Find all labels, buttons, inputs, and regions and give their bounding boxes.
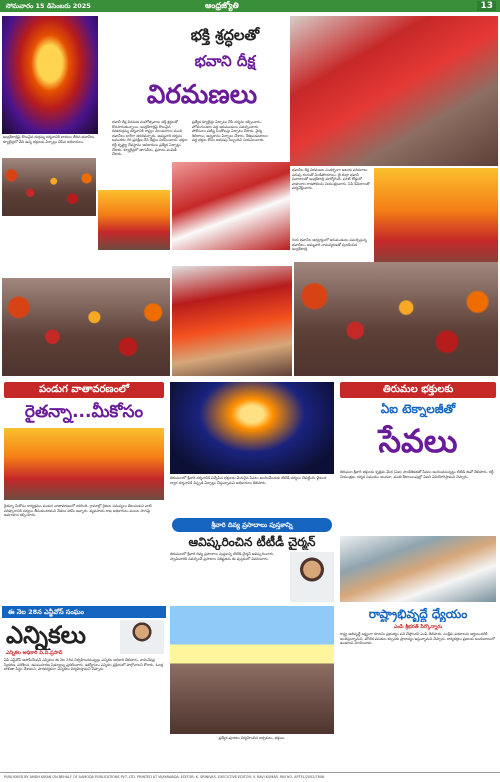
elections-kicker: ఈ నెల 28న ఎన్జీవోస్ సంఘం [2,606,166,618]
bhavani-group-photo [98,190,170,250]
elections-subline: ఎన్నికల అధికారి వి.వి.ప్రసాద్ [6,650,63,656]
mp-meeting-photo [340,536,496,602]
footer-imprint: PUBLISHED BY AMDH KIRAN ON BEHALF OF AAMODA PUBLICATIONS PVT. LTD. PRINTED AT VIJAYAWADA. EDITOR: K. SRINIVAS. EXECUTIVE EDITOR: V. RAVI KUMAR. RNI NO. APTEL/2002/7806. [4,775,326,779]
development-subline: ఎంపీ శ్రీభరత్ పేర్కొన్నారు [393,624,443,630]
raitanna-kicker: పండుగ వాతావరణంలో [4,382,164,398]
masthead: ఆంధ్రజ్యోతి [205,1,239,10]
temple-ritual-photo [170,606,334,734]
ai-headline: సేవలు [378,422,458,460]
bhavani-praying-photo [172,266,292,376]
lead-headline: విరమణలు [146,80,258,110]
crowd-strip-left-photo [2,278,170,376]
bhavani-irumudi-photo [374,168,498,272]
lead-body-col2: ప్రత్యేక క్యూలైన్లు ఏర్పాటు చేసి దర్శనం కల్పించారు. హోమగుండాల వద్ద ఇరుముడులు సమర్పించారు. పోలీసులు పటిష్ట బందోబస్తు ఏర్పాటు చేశారు. వైద్య శిబిరాలు, అన్నదానం ఏర్పాటు చేశారు. కేశఖండనశాలల వద్ద భక్తుల కోసం అదనపు సిబ్బందిని నియమించారు. [192,120,268,143]
ttd-bottom-caption: ప్రత్యేక పూజలు నిర్వహించిన అర్చకులు, భక్తులు. [218,736,286,740]
election-officer-photo [120,620,164,654]
ai-body: తిరుమల శ్రీవారి భక్తులకు కృత్రిమ మేధ (ఏఐ) సాంకేతికతతో సేవలు అందించనున్నట్లు టీటీడీ ఈవో తెలిపారు. రద్దీ నియంత్రణ, దర్శన సమయం అంచనా, వసతి కేటాయింపుల్లో ఏఐని వినియోగిస్తామని చెప్పారు. [340,470,494,479]
devotees-prayer-photo [172,162,290,250]
raitanna-event-photo [4,428,164,500]
ttd-body2: తిరుమలలో శ్రీవారి దివ్య ప్రసాదాలు పుస్తకాన్ని టీటీడీ చైర్మన్ ఆవిష్కరించారు. స్వామివారికి సమర్పించే ప్రసాదాల విశిష్టతను ఈ పుస్తకంలో వివరించారు. [170,552,275,561]
ai-kicker: తిరుమల భక్తులకు [340,382,496,398]
lead-body-col1: భవానీ దీక్ష విరమణ మహోత్సవాలు భక్తి శ్రద్ధలతో కొనసాగుతున్నాయి. ఇంద్రకీలాద్రిపై కొలువైన కనకదుర్గమ్మ దర్శనానికి రాష్ట్రం నలుమూలల నుంచి భవానీలు భారీగా తరలివచ్చారు. అమ్మవారి దర్శనం అనంతరం గిరి ప్రదక్షిణ చేసి దీక్షలు విరమించారు. భక్తుల రద్దీ దృష్ట్యా దేవస్థానం అధికారులు ప్రత్యేక ఏర్పాట్లు చేశారు. క్యూలైన్లలో తాగునీరు, ప్రసాదం పంపిణీ చేశారు. [112,120,188,157]
crowd-strip-right-photo [294,262,498,376]
page-date: సోమవారం 15 డిసెంబరు 2025 [6,2,91,10]
story-elections [2,606,166,770]
lead-right-caption: గురు భవానీల ఆధ్వర్యంలో ఇరుముడులు సమర్పిస్తున్న భవానీలు. అమ్మవారి నామస్మరణతో పులకించిన ఇంద్రకీలాద్రి. [292,238,367,252]
lead-kicker: భక్తి శ్రద్ధలతో [190,26,260,44]
lead-left-caption: ఇంద్రకీలాద్రిపై కొలువైన దుర్గమ్మ దర్శనానికి బారులు తీరిన భవానీలు. క్యూలైన్లలో వేచి ఉన్న భక్తులకు ఏర్పాట్లు చేసిన అధికారులు. [3,135,96,144]
story-ai-services [338,380,498,534]
ttd-body: తిరుమలలో శ్రీవారి దర్శనానికి విచ్చేసిన భక్తులకు మెరుగైన సేవలు అందించేందుకు టీటీడీ చర్యలు చేపట్టింది. వైకుంఠ ద్వార దర్శనానికి విస్తృత ఏర్పాట్లు చేస్తున్నామని అధికారులు తెలిపారు. [170,476,327,485]
raitanna-headline: రైతన్నా...మీకోసం [24,402,144,422]
lead-story [0,14,500,276]
page-header [0,0,500,12]
lead-subhead: భవాని దీక్ష [194,52,256,70]
raitanna-body: రైతన్నా మీకోసం కార్యక్రమం పండుగ వాతావరణంలో జరిగింది. గ్రామాల్లో రైతుల సమస్యలు తెలుసుకుని వాటి పరిష్కారానికి చర్యలు తీసుకుంటామని నేతలు హామీ ఇచ్చారు. వ్యవసాయ శాఖ అధికారులు పంటల సాగుపై అవగాహన కల్పించారు. [4,504,152,518]
goddess-photo [2,16,98,134]
development-headline: రాష్ట్రాభివృద్ధే ధ్యేయం [368,607,468,621]
elections-headline: ఎన్నికలు [6,621,86,649]
ttd-book-banner: శ్రీవారి దివ్య ప్రసాదాలు పుస్తకాన్ని [172,518,332,532]
page-number: 13 [477,1,496,11]
devotee-carrying-child-photo [290,16,498,166]
lead-body-col3: భవానీల దీక్ష విరమణల సందర్భంగా ఆలయ పరిసరాలు ఎరుపు రంగుతో నిండిపోయాయి. జై దుర్గా భవానీ నినాదాలతో ఇంద్రకీలాద్రి మార్మోగింది. ఘాట్ రోడ్డులో వాహనాల రాకపోకలను నియంత్రించారు. సీసీ కెమెరాలతో పర్యవేక్షించారు. [292,168,370,191]
ttd-headline: ఆవిష్కరించిన టీటీడీ చైర్మన్ [188,535,316,549]
tirumala-temple-night-photo [170,382,334,474]
elections-body: ఏపీ ఎన్జీవోస్ అసోసియేషన్ ఎన్నికలు ఈ నెల 28న నిర్వహించనున్నట్లు ఎన్నికల అధికారి తెలిపారు. నామినేషన్ల స్వీకరణ, పరిశీలన, ఉపసంహరణ షెడ్యూల్ను ప్రకటించారు. ఉద్యోగులు ఎన్నికల ప్రక్రియలో పాల్గొనాలని కోరారు. ఓటర్ల జాబితా సిద్ధం చేశామని, పారదర్శకంగా ఎన్నికలు నిర్వహిస్తామని చెప్పారు. [4,658,164,672]
story-ttd [168,380,336,770]
bhavani-queue-photo [2,158,96,216]
ai-subhead: ఏఐ టెక్నాలజీతో [380,402,456,416]
ttd-chairman-photo [290,552,334,602]
page-footer [0,772,500,782]
development-body: రాష్ట్ర అభివృద్ధే లక్ష్యంగా కూటమి ప్రభుత్వం పని చేస్తోందని ఎంపీ తెలిపారు. సంక్షేమ పథకాలను అర్హులందరికీ అందిస్తున్నామని, మౌలిక వసతుల కల్పనకు ప్రాధాన్యం ఇస్తున్నామని చెప్పారు. కార్యకర్తలు ప్రజలకు అందుబాటులో ఉండాలని సూచించారు. [340,632,495,646]
story-raitanna [2,380,166,606]
story-development [338,534,498,770]
